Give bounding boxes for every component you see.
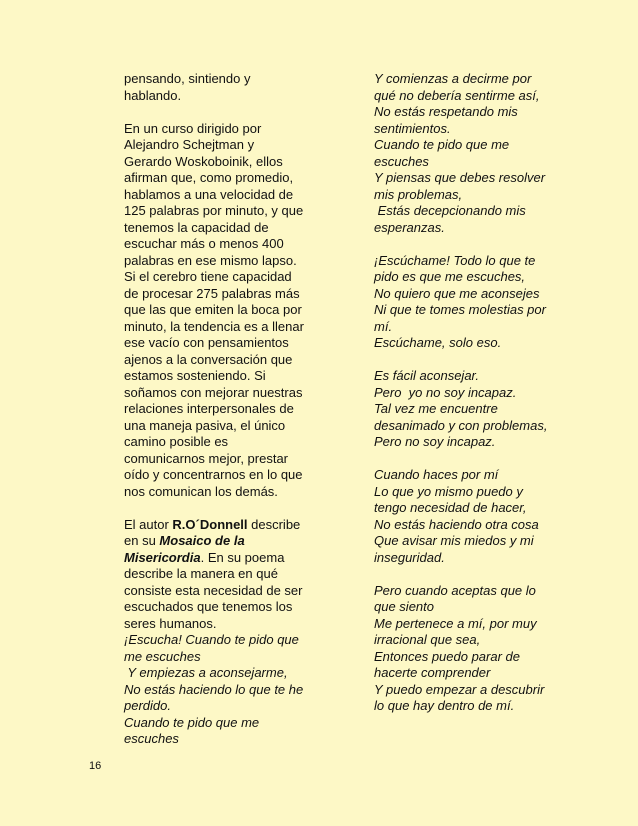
poem-line: Cuando te pido que me — [124, 714, 260, 730]
text-line: ajenos a la conversación que — [124, 351, 293, 367]
poem-line: Y empiezas a aconsejarme, — [124, 665, 288, 680]
text-line: consiste esta necesidad de ser — [124, 582, 303, 598]
poem-line: Me pertenece a mí, por muy — [374, 615, 537, 631]
poem-stanza — [374, 583, 550, 715]
text-line — [124, 533, 314, 550]
poem-line: esperanzas. — [374, 219, 445, 235]
poem-line: Escúchame, solo eso. — [374, 335, 502, 350]
text-run: . En su poema — [200, 549, 285, 565]
poem-line: Pero yo no soy incapaz. — [374, 384, 517, 400]
paragraph-author — [124, 517, 314, 748]
poem-line: mis problemas, — [374, 186, 463, 202]
poem-line: qué no debería sentirme así, — [374, 87, 540, 103]
poem-line: irracional que sea, — [374, 632, 481, 647]
poem-line: Tal vez me encuentre — [374, 401, 498, 416]
poem-line: ¡Escucha! Cuando te pido que — [124, 632, 299, 647]
poem-line: hacerte comprender — [374, 665, 491, 680]
text-line: afirman que, como promedio, — [124, 170, 294, 185]
text-line: de procesar 275 palabras más — [124, 285, 300, 301]
text-line: nos comunican los demás. — [124, 483, 278, 499]
poem-line: Y puedo empezar a descubrir — [374, 681, 545, 697]
author-name: R.O´Donnell — [172, 516, 248, 532]
paragraph-course — [124, 121, 314, 501]
poem-line: escuches — [124, 731, 179, 746]
text-line: Alejandro Schejtman y — [124, 137, 255, 152]
text-line: estamos sosteniendo. Si — [124, 368, 266, 383]
book-title: Mosaico de la — [159, 533, 245, 548]
poem-stanza — [374, 71, 550, 236]
paragraph-intro — [124, 71, 314, 104]
text-line: Si el cerebro tiene capacidad — [124, 269, 292, 284]
left-column — [124, 71, 314, 748]
poem-line: Ni que te tomes molestias por — [374, 302, 546, 317]
poem-line: Pero no soy incapaz. — [374, 434, 496, 449]
poem-line: mí. — [374, 318, 393, 334]
text-line — [124, 517, 314, 534]
poem-line: No estás haciendo otra cosa — [374, 516, 539, 532]
poem-line: No estás haciendo lo que te he — [124, 681, 304, 697]
poem-stanza — [374, 368, 550, 451]
poem-line: tengo necesidad de hacer, — [374, 500, 527, 515]
text-run: describe — [247, 516, 301, 532]
poem-line: No estás respetando mis — [374, 104, 518, 119]
poem-line: Es fácil aconsejar. — [374, 368, 480, 383]
text-line: describe la manera en qué — [124, 566, 278, 581]
poem-line: pido es que me escuches, — [374, 269, 526, 284]
poem-line: desanimado y con problemas, — [374, 417, 548, 433]
text-line: minuto, la tendencia es a llenar — [124, 318, 304, 334]
text-line: pensando, sintiendo y — [124, 71, 251, 86]
text-run: en su — [124, 533, 160, 548]
poem-line: Estás decepcionando mis — [374, 203, 526, 218]
text-line: ese vacío con pensamientos — [124, 335, 289, 350]
poem-line: Y comienzas a decirme por — [374, 71, 532, 86]
poem-line: Que avisar mis miedos y mi — [374, 533, 534, 548]
text-line: hablando. — [124, 87, 182, 103]
poem-line: Y piensas que debes resolver — [374, 170, 546, 185]
text-line: Gerardo Woskoboinik, ellos — [124, 153, 283, 169]
poem-line: Cuando haces por mí — [374, 467, 499, 482]
poem-line: sentimientos. — [374, 120, 451, 136]
book-title: Misericordia — [124, 549, 201, 565]
poem-stanza — [374, 467, 550, 566]
poem-line: que siento — [374, 599, 434, 614]
text-line: hablamos a una velocidad de — [124, 186, 294, 202]
text-line: seres humanos. — [124, 615, 217, 631]
text-line: 125 palabras por minuto, y que — [124, 203, 304, 218]
text-line: una maneja pasiva, el único — [124, 417, 286, 433]
poem-line: Lo que yo mismo puedo y — [374, 483, 523, 499]
poem-line: escuches — [374, 153, 429, 169]
text-run: El autor — [124, 516, 173, 532]
right-column — [374, 71, 550, 715]
poem-line: inseguridad. — [374, 549, 445, 565]
text-line: camino posible es — [124, 434, 229, 449]
text-line: que las que emiten la boca por — [124, 302, 302, 317]
poem-line: Entonces puedo parar de — [374, 648, 520, 664]
poem-line: me escuches — [124, 648, 201, 664]
text-line: tenemos la capacidad de — [124, 219, 269, 235]
page-number: 16 — [89, 760, 102, 772]
text-line: oído y concentrarnos en lo que — [124, 467, 303, 482]
text-line: escuchar más o menos 400 — [124, 236, 284, 251]
poem-line: ¡Escúchame! Todo lo que te — [374, 252, 536, 268]
poem-line: No quiero que me aconsejes — [374, 285, 540, 301]
poem-stanza — [374, 253, 550, 352]
poem-line: Cuando te pido que me — [374, 137, 510, 152]
poem-line: perdido. — [124, 698, 171, 713]
text-line: soñamos con mejorar nuestras — [124, 384, 303, 400]
poem-line: Pero cuando aceptas que lo — [374, 582, 536, 598]
text-line: escuchados que tenemos los — [124, 599, 293, 614]
text-line: relaciones interpersonales de — [124, 401, 294, 416]
text-line: palabras en ese mismo lapso. — [124, 252, 297, 268]
text-line: En un curso dirigido por — [124, 120, 262, 136]
poem-line: lo que hay dentro de mí. — [374, 698, 515, 713]
text-line — [124, 550, 314, 567]
text-line: comunicarnos mejor, prestar — [124, 450, 289, 466]
